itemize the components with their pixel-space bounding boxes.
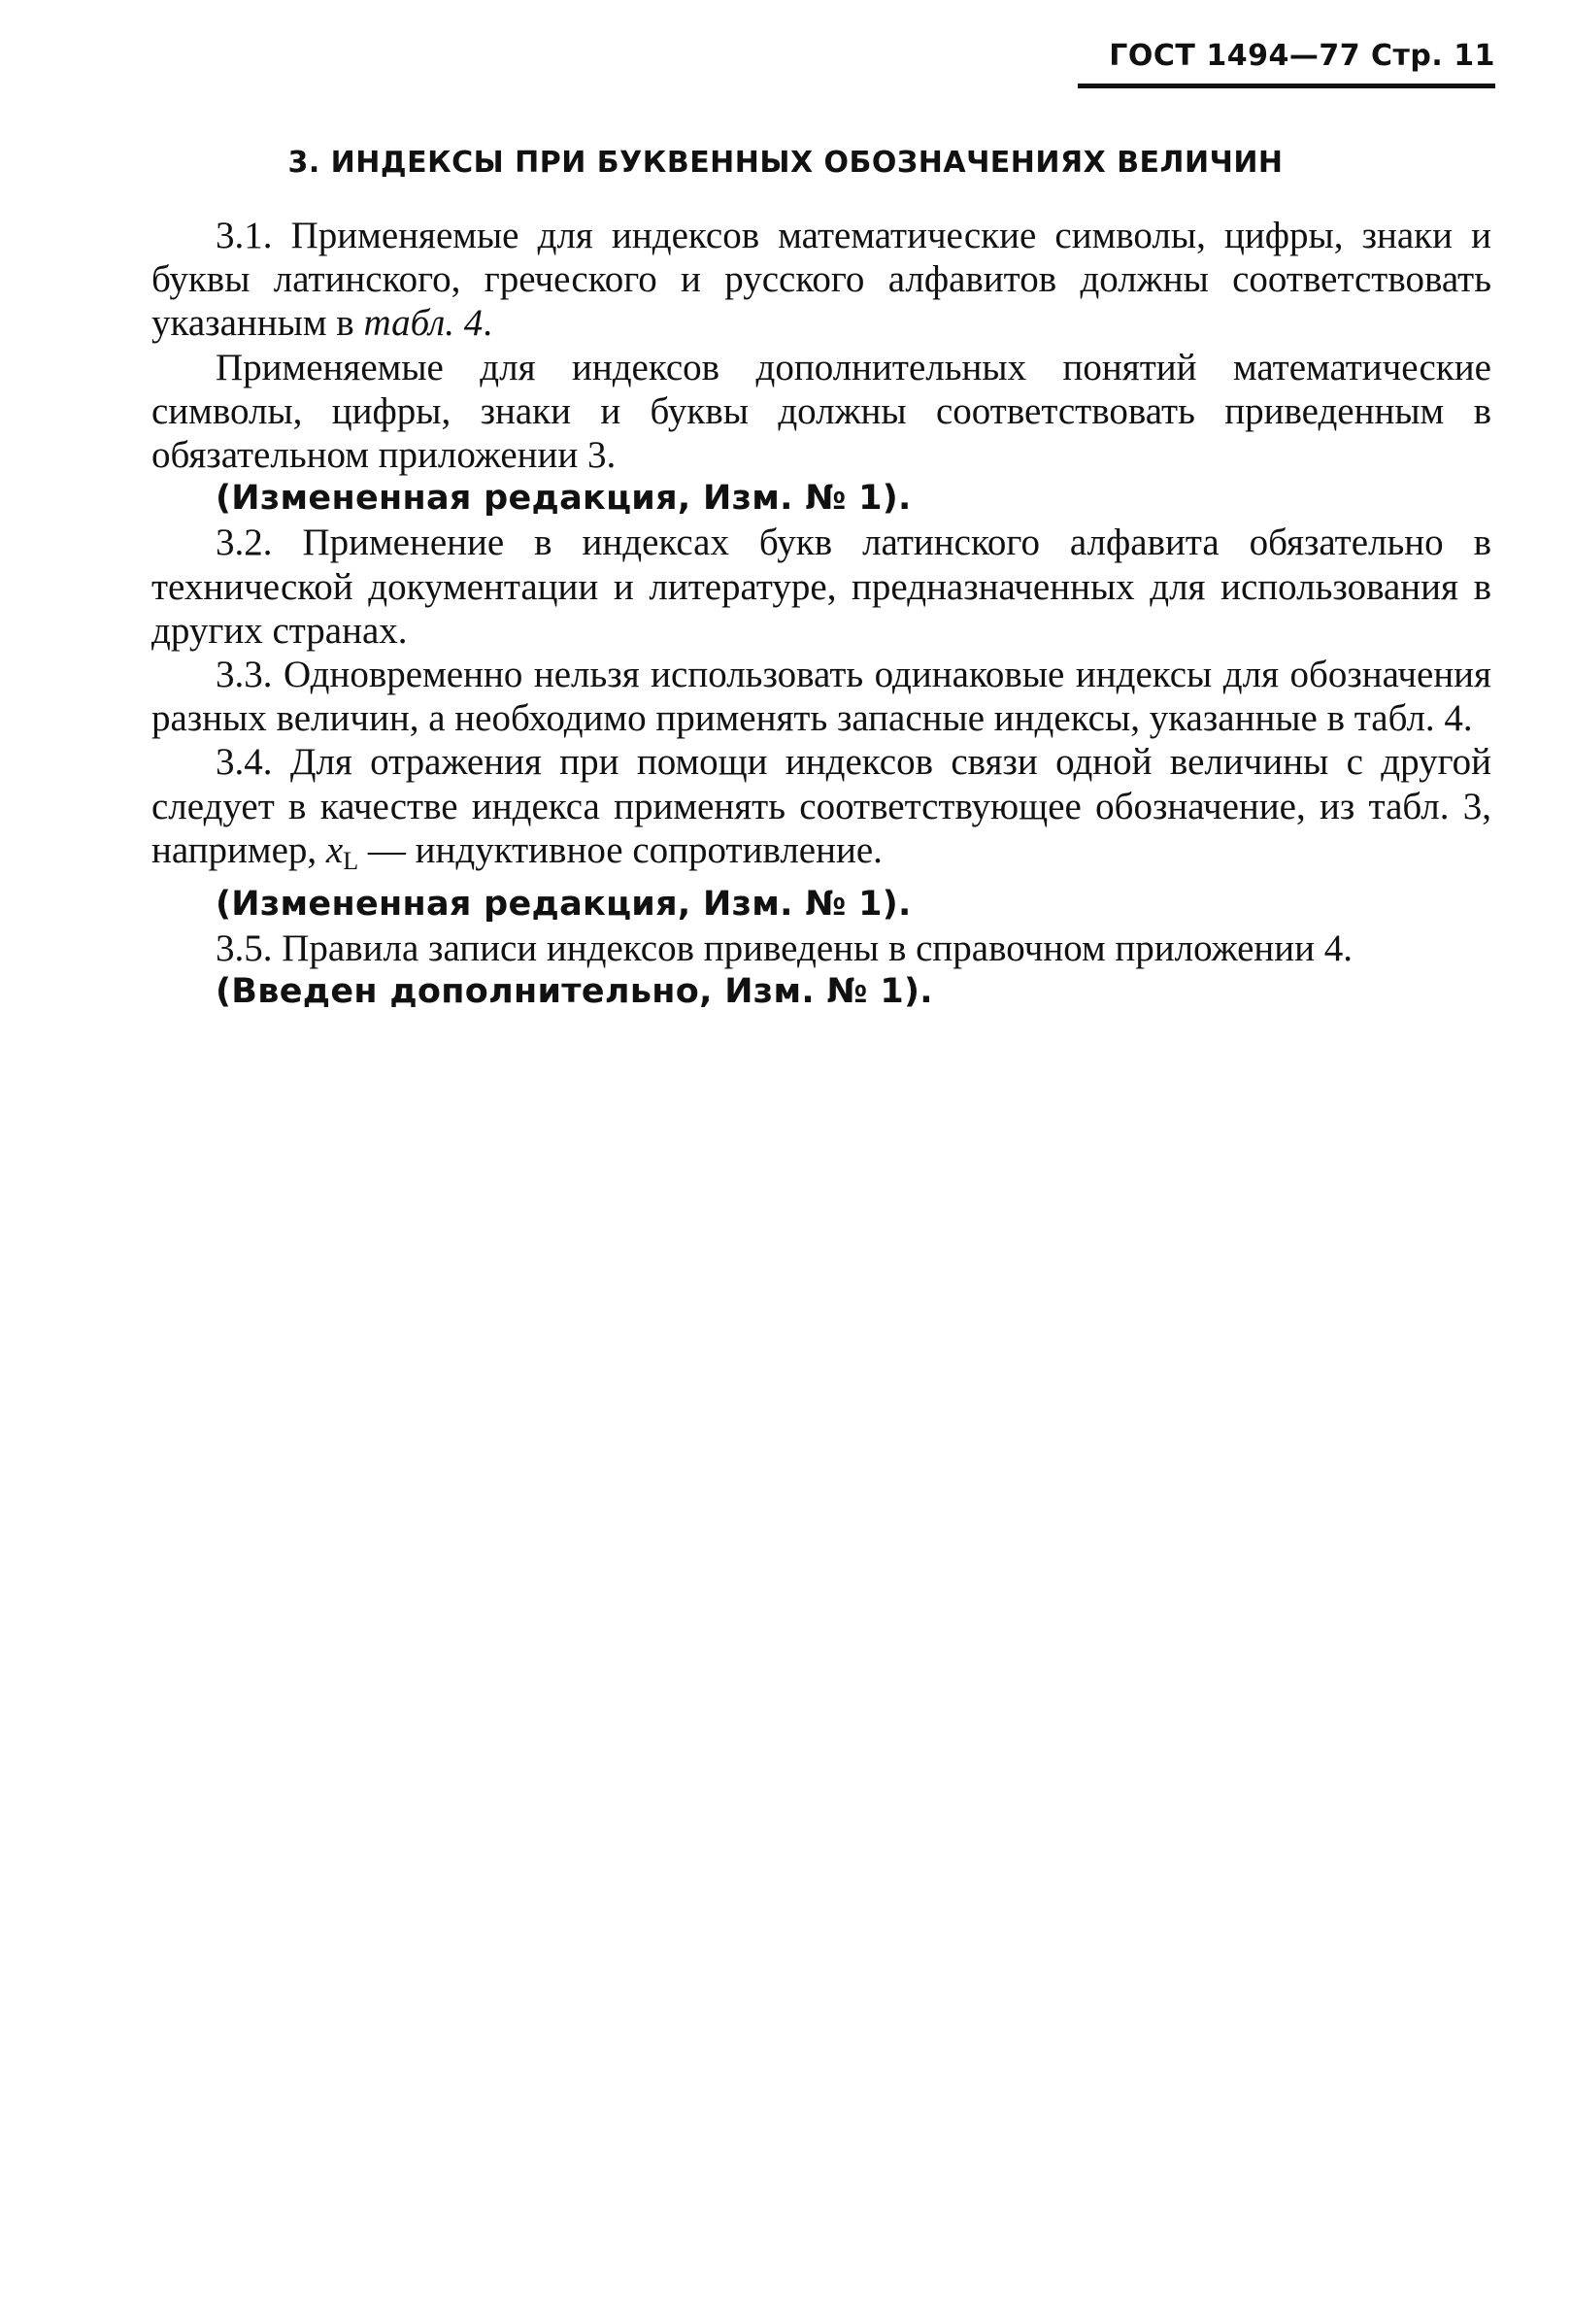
paragraph-3-3: 3.3. Одновременно нельзя использовать одинаковые индексы для обозначения разных величин, а необходимо применять запасные индексы, указанные в табл. 4. bbox=[151, 654, 1491, 740]
body-text bbox=[151, 214, 1491, 1015]
running-head: ГОСТ 1494—77 Стр. 11 bbox=[1109, 39, 1495, 73]
paragraph-3-1 bbox=[151, 214, 1491, 346]
paragraph-3-4 bbox=[151, 740, 1491, 883]
paragraph-3-4-tail: — индуктивное сопротивление. bbox=[358, 828, 883, 871]
paragraph-3-2: 3.2. Применение в индексах букв латинского алфавита обязательно в технической документации и литературе, предназначенных для использования в других странах. bbox=[151, 522, 1491, 652]
paragraph-3-4-text: 3.4. Для отражения при помощи индексов связи одной величины с другой следует в качестве индекса применять соответствующее обозначение, из табл. 3, например, bbox=[151, 741, 1491, 871]
amendment-note-1: (Измененная редакция, Изм. № 1). bbox=[216, 479, 912, 519]
table-4-reference: табл. 4 bbox=[363, 302, 484, 345]
paragraph-3-1-end: . bbox=[483, 302, 492, 345]
paragraph-3-1-text: 3.1. Применяемые для индексов математические символы, цифры, знаки и буквы латинского, греческого и русского алфавитов должны соответствовать указанным в bbox=[151, 215, 1491, 345]
section-title: 3. ИНДЕКСЫ ПРИ БУКВЕННЫХ ОБОЗНАЧЕНИЯХ ВЕЛИЧИН bbox=[287, 146, 1284, 180]
paragraph-3-5: 3.5. Правила записи индексов приведены в справочном приложении 4. bbox=[216, 927, 1354, 970]
amendment-note-2: (Измененная редакция, Изм. № 1). bbox=[216, 885, 912, 925]
amendment-note-3: (Введен дополнительно, Изм. № 1). bbox=[216, 972, 933, 1012]
symbol-x: x bbox=[325, 828, 344, 871]
header-rule bbox=[1078, 84, 1495, 88]
paragraph-3-1-continued: Применяемые для индексов дополнительных понятий математические символы, цифры, знаки и буквы должны соответствовать приведенным в обязательном приложении 3. bbox=[151, 346, 1491, 477]
symbol-subscript: L bbox=[343, 846, 359, 875]
